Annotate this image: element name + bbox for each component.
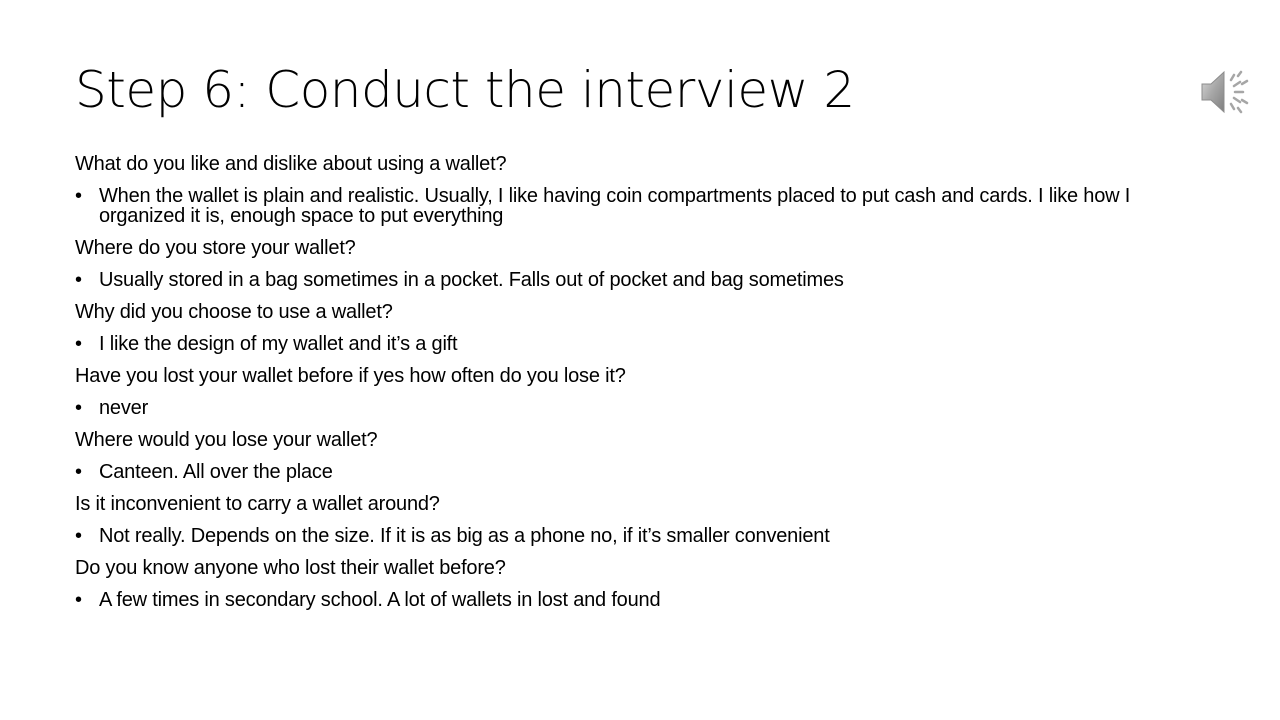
answer-item <box>75 584 1175 616</box>
interview-question: What do you like and dislike about using a wallet? <box>75 153 507 175</box>
answer-text: Usually stored in a bag sometimes in a pocket. Falls out of pocket and bag sometimes <box>99 269 844 291</box>
answer-item <box>75 180 1175 232</box>
answer-list <box>75 520 1175 552</box>
answer-list <box>75 328 1175 360</box>
qa-block <box>75 148 1175 232</box>
bullet-icon: • <box>75 461 82 483</box>
answer-item <box>75 456 1175 488</box>
qa-block <box>75 552 1175 616</box>
answer-text: Not really. Depends on the size. If it is as big as a phone no, if it’s smaller convenient <box>99 525 830 547</box>
speaker-icon[interactable] <box>1198 66 1250 118</box>
bullet-icon: • <box>75 525 82 547</box>
answer-list <box>75 264 1175 296</box>
answer-item <box>75 392 1175 424</box>
answer-item <box>75 328 1175 360</box>
interview-question: Have you lost your wallet before if yes how often do you lose it? <box>75 365 626 387</box>
answer-text: A few times in secondary school. A lot of wallets in lost and found <box>99 589 661 611</box>
answer-text: never <box>99 397 149 419</box>
answer-text: When the wallet is plain and realistic. Usually, I like having coin compartments placed to put cash and cards. I like how I organized it is, enough space to put everything <box>99 185 1131 227</box>
bullet-icon: • <box>75 269 82 291</box>
interview-question: Is it inconvenient to carry a wallet around? <box>75 493 440 515</box>
bullet-icon: • <box>75 397 82 419</box>
answer-list <box>75 584 1175 616</box>
qa-block <box>75 424 1175 488</box>
qa-block <box>75 296 1175 360</box>
answer-list <box>75 392 1175 424</box>
answer-text: Canteen. All over the place <box>99 461 333 483</box>
answer-item <box>75 264 1175 296</box>
answer-list <box>75 456 1175 488</box>
answer-list <box>75 180 1175 232</box>
qa-block <box>75 360 1175 424</box>
slide-body <box>75 148 1175 616</box>
slide-title: Step 6: Conduct the interview 2 <box>75 61 855 119</box>
qa-block <box>75 232 1175 296</box>
interview-question: Where would you lose your wallet? <box>75 429 378 451</box>
interview-question: Where do you store your wallet? <box>75 237 356 259</box>
answer-text: I like the design of my wallet and it’s a gift <box>99 333 458 355</box>
interview-question: Why did you choose to use a wallet? <box>75 301 393 323</box>
bullet-icon: • <box>75 333 82 355</box>
qa-block <box>75 488 1175 552</box>
interview-question: Do you know anyone who lost their wallet before? <box>75 557 506 579</box>
bullet-icon: • <box>75 589 82 611</box>
bullet-icon: • <box>75 185 82 207</box>
answer-item <box>75 520 1175 552</box>
